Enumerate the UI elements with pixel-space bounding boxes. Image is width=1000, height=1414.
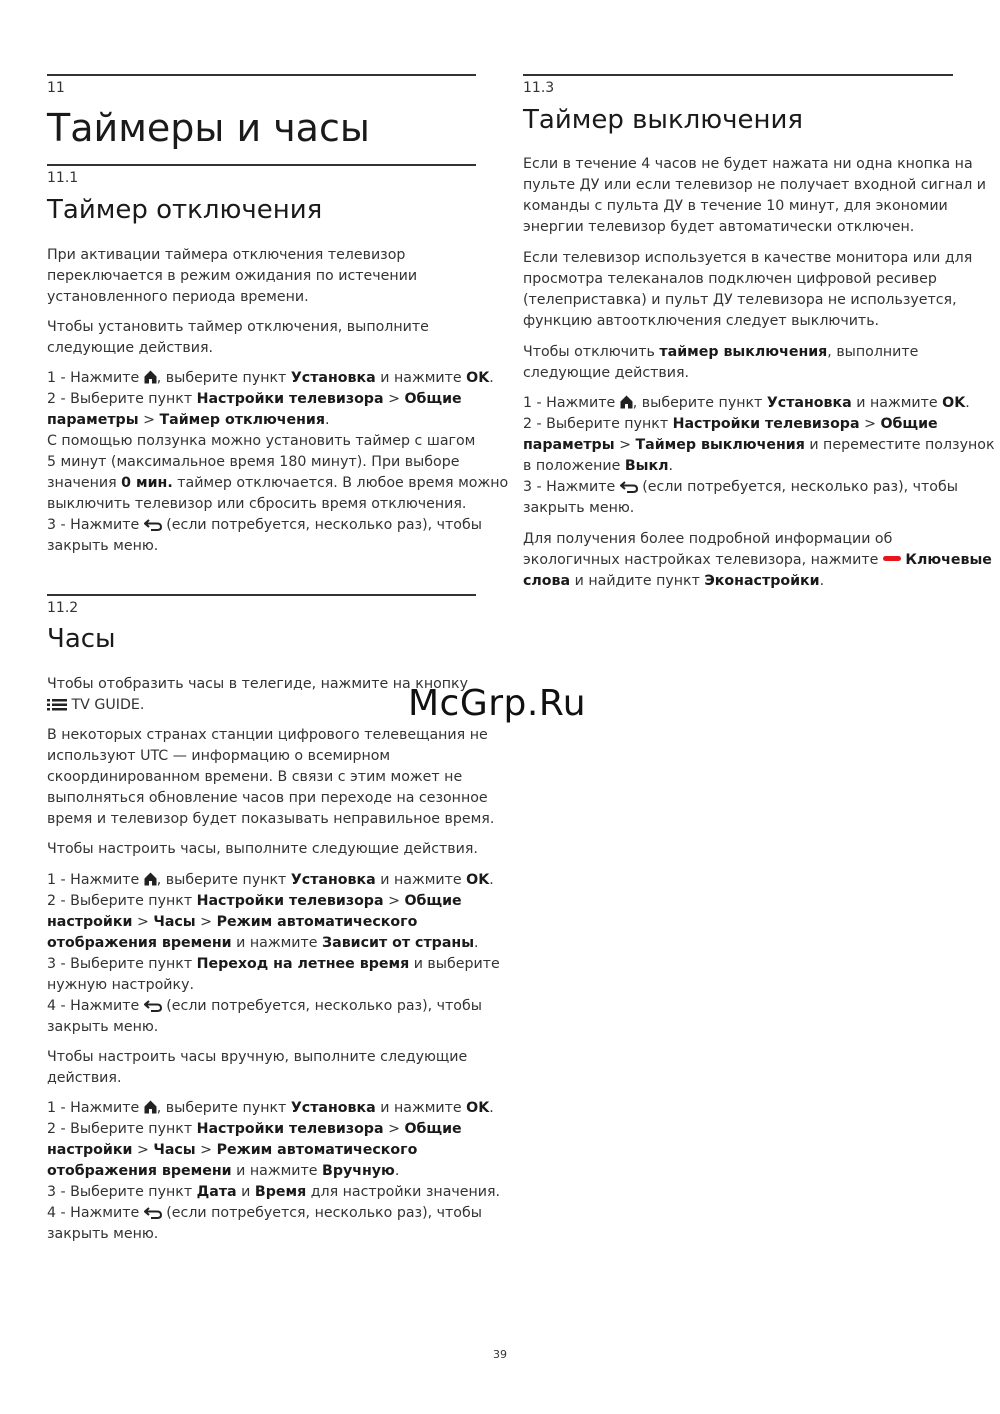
step-line: 3 - Выберите пункт Переход на летнее время и выберите [47,956,500,972]
home-icon [144,370,157,384]
steps: 1 - Нажмите , выберите пункт Установка и нажмите OK. 2 - Выберите пункт Настройки телевизора > Общие настройки > Часы > Режим автоматического отображения времени и нажмите Зависит от страны. 3 - Выберите пункт Переход на летнее время и выберите нужную настройку. 4 - Нажмите (если потребуется, несколько раз), чтобы закрыть меню. [47,872,500,1035]
home-icon [620,395,633,409]
back-icon [144,1207,162,1219]
section-title: Таймер отключения [47,195,323,225]
step-line: 1 - Нажмите , выберите пункт Установка и нажмите OK. [523,395,970,411]
section-rule [47,164,476,166]
section-rule [47,594,476,596]
chapter-number: 11 [47,80,65,96]
paragraph: Чтобы настроить часы вручную, выполните следующие действия. [47,1049,468,1086]
step-line: 1 - Нажмите , выберите пункт Установка и нажмите OK. [47,370,494,386]
section-number: 11.2 [47,600,79,616]
paragraph: Если в течение 4 часов не будет нажата ни одна кнопка на пульте ДУ или если телевизор не получает входной сигнал и команды с пульта ДУ в течение 10 минут, для экономии энергии телевизор будет автоматически отключен. [523,156,986,235]
step-line: 3 - Нажмите (если потребуется, несколько раз), чтобы [523,479,958,495]
paragraph: При активации таймера отключения телевизор переключается в режим ожидания по истечении установленного периода времени. [47,247,418,305]
paragraph: Чтобы отобразить часы в телегиде, нажмите на кнопку TV GUIDE. [47,676,469,713]
watermark: McGrp.Ru [408,683,587,724]
red-key-icon [883,555,901,563]
step-line: 4 - Нажмите (если потребуется, несколько раз), чтобы [47,998,482,1014]
step-line: 3 - Нажмите (если потребуется, несколько раз), чтобы [47,517,482,533]
paragraph: В некоторых странах станции цифрового телевещания не используют UTC — информацию о всемирном скоординированном времени. В связи с этим может не выполняться обновление часов при переходе на сезонное время и телевизор будет показывать неправильное время. [47,727,495,827]
section-title: Таймер выключения [523,105,804,135]
step-line: 4 - Нажмите (если потребуется, несколько раз), чтобы [47,1205,482,1221]
home-icon [144,872,157,886]
paragraph: Для получения более подробной информации об экологичных настройках телевизора, нажмите Ключевые слова и найдите пункт Эконастройки. [523,531,992,589]
steps: 1 - Нажмите , выберите пункт Установка и нажмите OK. 2 - Выберите пункт Настройки телевизора > Общие настройки > Часы > Режим автоматического отображения времени и нажмите Вручную. 3 - Выберите пункт Дата и Время для настройки значения. 4 - Нажмите (если потребуется, несколько раз), чтобы закрыть меню. [47,1100,501,1242]
back-icon [620,481,638,493]
section-title: Часы [47,624,116,654]
back-icon [144,519,162,531]
paragraph: Чтобы настроить часы, выполните следующие действия. [47,841,478,857]
tv-guide-icon [47,699,67,711]
steps: 1 - Нажмите , выберите пункт Установка и нажмите OK. 2 - Выберите пункт Настройки телевизора > Общие параметры > Таймер выключения и переместите ползунок в положение Выкл. 3 - Нажмите (если потребуется, несколько раз), чтобы закрыть меню. [523,395,995,516]
step-line: 2 - Выберите пункт Настройки телевизора > Общие [47,1121,462,1137]
section-number: 11.3 [523,80,555,96]
tv-guide-key: TV GUIDE [71,697,140,713]
chapter-title: Таймеры и часы [47,106,370,150]
home-icon [144,1100,157,1114]
step-line: 2 - Выберите пункт Настройки телевизора > Общие [47,893,462,909]
back-icon [144,1000,162,1012]
paragraph: Если телевизор используется в качестве монитора или для просмотра телеканалов подключен цифровой ресивер (телеприставка) и пульт ДУ телевизора не используется, функцию автоотключения следует выключить. [523,250,973,329]
page-number: 39 [493,1348,507,1361]
step-line: 2 - Выберите пункт Настройки телевизора > Общие [47,391,462,407]
paragraph: Чтобы установить таймер отключения, выполните следующие действия. [47,319,429,356]
paragraph: Чтобы отключить таймер выключения, выполните следующие действия. [523,344,919,381]
step-line: 1 - Нажмите , выберите пункт Установка и нажмите OK. [47,872,494,888]
step-line: 1 - Нажмите , выберите пункт Установка и нажмите OK. [47,1100,494,1116]
steps: 1 - Нажмите , выберите пункт Установка и нажмите OK. 2 - Выберите пункт Настройки телевизора > Общие параметры > Таймер отключения. С помощью ползунка можно установить таймер с шагом 5 минут (максимальное время 180 минут). При выборе значения 0 мин. таймер отключается. В любое время можно выключить телевизор или сбросить время отключения. 3 - Нажмите (если потребуется, несколько раз), чтобы закрыть меню. [47,370,509,554]
step-line: 2 - Выберите пункт Настройки телевизора > Общие [523,416,938,432]
section-rule [523,74,953,76]
step-line: параметры > Таймер отключения. [47,412,330,428]
section-number: 11.1 [47,170,79,186]
chapter-rule [47,74,476,76]
step-line: 3 - Выберите пункт Дата и Время для настройки значения. [47,1184,501,1200]
